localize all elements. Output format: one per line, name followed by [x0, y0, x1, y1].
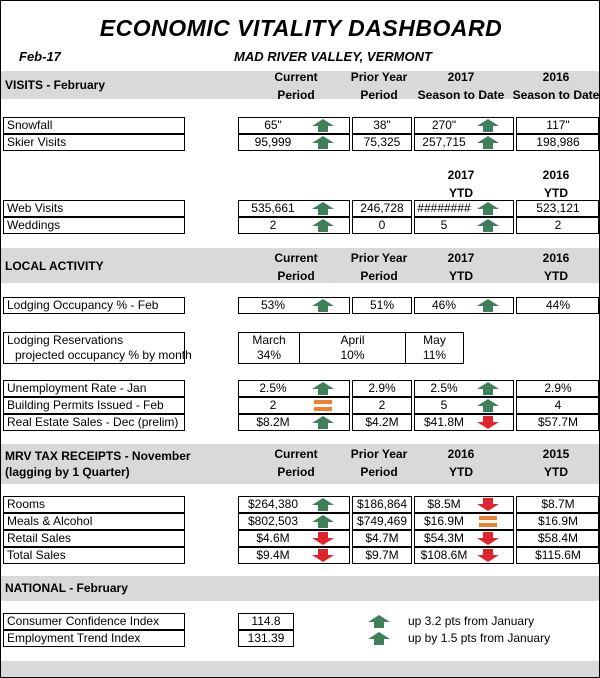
ytd-value: $54.3M — [423, 531, 465, 545]
arrow-up-icon — [476, 381, 500, 396]
current-value: 65" — [264, 118, 282, 132]
header-last-year-sub: YTD — [544, 269, 568, 283]
ytd-value: 270" — [431, 118, 457, 132]
arrow-up-icon — [311, 135, 335, 150]
header-prior-sub: Period — [360, 88, 398, 102]
ytd-value: 5 — [440, 218, 448, 232]
arrow-down-icon — [476, 548, 500, 563]
prior-value: 0 — [378, 218, 386, 232]
prior-value: $9.7M — [365, 548, 399, 562]
section-national: NATIONAL - February — [5, 581, 128, 595]
header-last-year: 2016 — [542, 251, 570, 265]
section-tax-note: (lagging by 1 Quarter) — [5, 465, 130, 479]
header-current: Current — [274, 251, 318, 265]
arrow-up-icon — [476, 118, 500, 133]
arrow-up-icon — [311, 201, 335, 216]
row-label: Meals & Alcohol — [3, 513, 185, 530]
arrow-down-icon — [311, 548, 335, 563]
report-date: Feb-17 — [19, 49, 61, 64]
section-visits: VISITS - February — [5, 78, 106, 92]
index-value: 131.39 — [247, 631, 285, 645]
equal-bars-icon — [476, 514, 500, 529]
arrow-up-icon — [476, 135, 500, 150]
arrow-up-icon — [311, 514, 335, 529]
header-current: Current — [274, 447, 318, 461]
arrow-up-icon — [311, 415, 335, 430]
last-value: 44% — [545, 298, 571, 312]
last-value: $115.6M — [535, 548, 581, 562]
header-this-year-sub: YTD — [449, 465, 473, 479]
reservation-value: 11% — [422, 348, 447, 362]
arrow-up-icon — [311, 118, 335, 133]
header-prior: Prior Year — [350, 447, 408, 461]
current-value: $4.6M — [256, 531, 290, 545]
arrow-up-icon — [311, 381, 335, 396]
current-value: $802,503 — [247, 514, 299, 528]
current-value: $8.2M — [256, 415, 290, 429]
row-label: Web Visits — [3, 200, 185, 217]
arrow-down-icon — [476, 497, 500, 512]
header-this-year-sub: YTD — [449, 186, 473, 200]
row-label: Skier Visits — [3, 134, 185, 151]
reservation-month: April — [340, 333, 365, 347]
reservation-month: May — [423, 333, 446, 347]
page-title: ECONOMIC VITALITY DASHBOARD — [99, 15, 503, 41]
ytd-value: 257,715 — [422, 135, 466, 149]
ytd-value: $16.9M — [423, 514, 465, 528]
header-prior-sub: Period — [360, 465, 398, 479]
last-value: 2 — [554, 218, 562, 232]
last-value: 198,986 — [536, 135, 580, 149]
last-value: 523,121 — [536, 201, 580, 215]
report-location: MAD RIVER VALLEY, VERMONT — [234, 49, 432, 64]
header-prior: Prior Year — [350, 251, 408, 265]
row-label: Lodging Occupancy % - Feb — [3, 297, 185, 314]
current-value: 535,661 — [251, 201, 295, 215]
last-value: $8.7M — [541, 497, 575, 511]
header-last-year-sub: YTD — [544, 186, 568, 200]
arrow-up-icon — [311, 298, 335, 313]
reservation-month: March — [252, 333, 286, 347]
prior-value: 2 — [378, 398, 386, 412]
last-value: $57.7M — [537, 415, 579, 429]
arrow-up-icon — [311, 497, 335, 512]
header-current-sub: Period — [277, 269, 315, 283]
reservation-value: 10% — [340, 348, 365, 362]
header-this-year: 2017 — [447, 251, 475, 265]
header-last-year: 2016 — [542, 70, 570, 84]
current-value: 2 — [269, 398, 277, 412]
prior-value: 38" — [373, 118, 391, 132]
row-label: Weddings — [3, 217, 185, 234]
row-label: Real Estate Sales - Dec (prelim) — [3, 414, 185, 431]
arrow-down-icon — [311, 531, 335, 546]
row-label: Rooms — [3, 496, 185, 513]
header-this-year-sub: Season to Date — [417, 88, 505, 102]
arrow-up-icon — [476, 218, 500, 233]
ytd-value: $108.6M — [420, 548, 468, 562]
arrow-up-icon — [476, 398, 500, 413]
prior-value: $186,864 — [356, 497, 408, 511]
row-label: Building Permits Issued - Feb — [3, 397, 185, 414]
header-last-year-sub: YTD — [544, 465, 568, 479]
current-value: $9.4M — [256, 548, 290, 562]
header-current-sub: Period — [277, 465, 315, 479]
last-value: $58.4M — [537, 531, 579, 545]
reservation-value: 34% — [256, 348, 282, 362]
prior-value: 246,728 — [360, 201, 404, 215]
row-label: Employment Trend Index — [3, 630, 185, 647]
arrow-down-icon — [476, 415, 500, 430]
ytd-value: 2.5% — [430, 381, 458, 395]
header-this-year: 2017 — [447, 70, 475, 84]
header-this-year-sub: YTD — [449, 269, 473, 283]
header-prior: Prior Year — [350, 70, 408, 84]
section-tax-receipts: MRV TAX RECEIPTS - November — [5, 449, 191, 463]
last-value: 2.9% — [544, 381, 572, 395]
current-value: 95,999 — [254, 135, 292, 149]
header-last-year-sub: Season to Date — [512, 88, 600, 102]
section-band — [1, 661, 599, 678]
arrow-up-icon — [367, 614, 391, 629]
last-value: 117" — [546, 118, 570, 132]
header-current: Current — [274, 70, 318, 84]
ytd-value: $41.8M — [423, 415, 465, 429]
reservations-label: Lodging Reservations — [7, 333, 124, 347]
row-label: Consumer Confidence Index — [3, 613, 185, 630]
prior-value: 2.9% — [368, 381, 396, 395]
current-value: 2 — [269, 218, 277, 232]
current-value: 53% — [260, 298, 286, 312]
arrow-up-icon — [476, 201, 500, 216]
prior-value: $749,469 — [356, 514, 408, 528]
ytd-value: 46% — [431, 298, 457, 312]
row-label: Total Sales — [3, 547, 185, 564]
header-current-sub: Period — [277, 88, 315, 102]
trend-note: up by 1.5 pts from January — [408, 631, 551, 645]
ytd-value: 5 — [440, 398, 448, 412]
equal-bars-icon — [311, 398, 335, 413]
prior-value: 75,325 — [363, 135, 401, 149]
arrow-up-icon — [367, 631, 391, 646]
arrow-down-icon — [476, 531, 500, 546]
row-label: Retail Sales — [3, 530, 185, 547]
ytd-value: ######## — [417, 201, 471, 215]
row-label: Snowfall — [3, 117, 185, 134]
header-prior-sub: Period — [360, 269, 398, 283]
trend-note: up 3.2 pts from January — [408, 614, 535, 628]
index-value: 114.8 — [251, 614, 281, 628]
header-this-year: 2017 — [447, 168, 475, 182]
section-local-activity: LOCAL ACTIVITY — [5, 259, 104, 273]
header-this-year: 2016 — [447, 447, 475, 461]
header-last-year: 2015 — [542, 447, 570, 461]
current-value: $264,380 — [247, 497, 299, 511]
prior-value: $4.2M — [365, 415, 399, 429]
reservations-sublabel: projected occupancy % by month — [15, 348, 192, 362]
prior-value: 51% — [369, 298, 395, 312]
current-value: 2.5% — [259, 381, 287, 395]
arrow-up-icon — [311, 218, 335, 233]
last-value: $16.9M — [537, 514, 579, 528]
arrow-up-icon — [476, 298, 500, 313]
header-last-year: 2016 — [542, 168, 570, 182]
ytd-value: $8.5M — [427, 497, 461, 511]
last-value: 4 — [554, 398, 562, 412]
row-label: Unemployment Rate - Jan — [3, 380, 185, 397]
prior-value: $4.7M — [365, 531, 399, 545]
